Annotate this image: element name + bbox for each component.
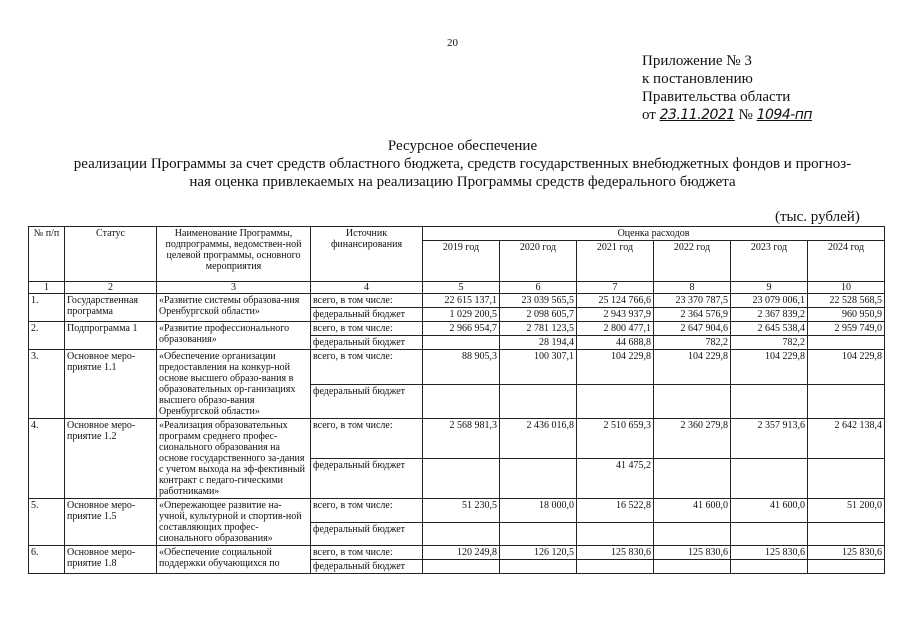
appendix-line-1: Приложение № 3 [642,53,752,69]
value-cell [654,522,731,546]
value-cell [423,384,500,419]
value-cell: 23 370 787,5 [654,294,731,308]
header-year: 2023 год [731,241,808,282]
value-cell: 2 781 123,5 [500,322,577,336]
value-cell: 2 098 605,7 [500,308,577,322]
value-cell: 2 436 016,8 [500,419,577,459]
source-label: всего, в том числе: [311,499,423,523]
source-label: федеральный бюджет [311,522,423,546]
value-cell [500,522,577,546]
value-cell [500,384,577,419]
value-cell: 2 568 981,3 [423,419,500,459]
title-line-1: Ресурсное обеспечение [387,138,538,154]
value-cell: 28 194,4 [500,336,577,350]
row-status: Основное меро-приятие 1.5 [65,499,157,546]
value-cell: 1 029 200,5 [423,308,500,322]
page-number: 20 [447,37,458,49]
value-cell [577,560,654,574]
column-number: 7 [577,282,654,294]
value-cell: 104 229,8 [808,350,885,385]
header-num: № п/п [29,227,65,282]
value-cell [654,560,731,574]
value-cell [500,459,577,499]
handwritten-date: 23.11.2021 [659,107,735,123]
column-number: 10 [808,282,885,294]
value-cell: 2 360 279,8 [654,419,731,459]
header-expenses: Оценка расходов [423,227,885,241]
value-cell: 23 039 565,5 [500,294,577,308]
value-cell [423,560,500,574]
title-line-2: реализации Программы за счет средств областного бюджета, средств государственных внебюджетных фондов и прогноз- [73,156,852,172]
source-label: всего, в том числе: [311,294,423,308]
number-prefix: № [738,107,753,123]
table-row [29,419,885,459]
value-cell [731,522,808,546]
row-name: «Обеспечение организации предоставления на конкур-ной основе высшего образо-вания в образовательных ор-ганизациях высшего образо-вания Оренбургской области» [157,350,311,419]
value-cell: 41 475,2 [577,459,654,499]
row-name: «Реализация образовательных программ среднего профес-сионального образования на основе государственного за-дания с учетом выхода на эф-фективный контракт с педаго-гическими работниками» [157,419,311,499]
source-label: федеральный бюджет [311,336,423,350]
value-cell: 51 200,0 [808,499,885,523]
value-cell [808,336,885,350]
value-cell: 88 905,3 [423,350,500,385]
value-cell: 2 357 913,6 [731,419,808,459]
row-name: «Обеспечение социальной поддержки обучающихся по [157,546,311,574]
budget-table [28,226,885,574]
value-cell [654,384,731,419]
source-label: всего, в том числе: [311,419,423,459]
row-status: Основное меро-приятие 1.8 [65,546,157,574]
column-number: 8 [654,282,731,294]
header-source: Источник финансирования [311,227,423,282]
value-cell: 2 959 749,0 [808,322,885,336]
value-cell: 126 120,5 [500,546,577,560]
row-status: Подпрограмма 1 [65,322,157,350]
value-cell: 2 510 659,3 [577,419,654,459]
value-cell: 2 800 477,1 [577,322,654,336]
value-cell [808,384,885,419]
value-cell: 2 647 904,6 [654,322,731,336]
row-status: Основное меро-приятие 1.2 [65,419,157,499]
value-cell: 782,2 [654,336,731,350]
column-number: 5 [423,282,500,294]
value-cell: 104 229,8 [654,350,731,385]
table-row [29,294,885,308]
value-cell [423,522,500,546]
header-year: 2022 год [654,241,731,282]
value-cell: 22 528 568,5 [808,294,885,308]
value-cell: 125 830,6 [654,546,731,560]
value-cell [731,560,808,574]
value-cell: 125 830,6 [731,546,808,560]
value-cell: 41 600,0 [731,499,808,523]
value-cell: 2 642 138,4 [808,419,885,459]
source-label: федеральный бюджет [311,459,423,499]
value-cell: 51 230,5 [423,499,500,523]
header-year: 2021 год [577,241,654,282]
document-title [40,137,885,191]
appendix-date-line [642,106,812,124]
value-cell [731,384,808,419]
value-cell [577,384,654,419]
value-cell: 125 830,6 [577,546,654,560]
source-label: федеральный бюджет [311,560,423,574]
header-name: Наименование Программы, подпрограммы, ведомствен-ной целевой программы, основного мероприятия [157,227,311,282]
table-row [29,322,885,336]
row-number: 1. [29,294,65,322]
column-number: 9 [731,282,808,294]
source-label: всего, в том числе: [311,350,423,385]
handwritten-number: 1094-пп [756,107,813,123]
column-number: 2 [65,282,157,294]
appendix-line-2: к постановлению [642,71,753,87]
value-cell [654,459,731,499]
units-label: (тыс. рублей) [775,209,860,225]
value-cell [808,560,885,574]
value-cell: 23 079 006,1 [731,294,808,308]
column-number: 1 [29,282,65,294]
value-cell: 125 830,6 [808,546,885,560]
header-status: Статус [65,227,157,282]
value-cell: 2 367 839,2 [731,308,808,322]
table-row [29,350,885,385]
source-label: всего, в том числе: [311,322,423,336]
row-status: Основное меро-приятие 1.1 [65,350,157,419]
value-cell: 104 229,8 [731,350,808,385]
row-name: «Опережающее развитие на-учной, культурной и спортив-ной составляющих профес-сионального образования» [157,499,311,546]
header-row [29,227,885,241]
value-cell: 16 522,8 [577,499,654,523]
column-number: 3 [157,282,311,294]
source-label: всего, в том числе: [311,546,423,560]
value-cell: 100 307,1 [500,350,577,385]
row-name: «Развитие профессионального образования» [157,322,311,350]
value-cell: 44 688,8 [577,336,654,350]
value-cell: 25 124 766,6 [577,294,654,308]
row-name: «Развитие системы образова-ния Оренбургской области» [157,294,311,322]
value-cell: 2 966 954,7 [423,322,500,336]
value-cell [731,459,808,499]
value-cell: 22 615 137,1 [423,294,500,308]
column-number: 6 [500,282,577,294]
source-label: федеральный бюджет [311,308,423,322]
column-number: 4 [311,282,423,294]
value-cell: 2 645 538,4 [731,322,808,336]
table-row [29,499,885,523]
header-year: 2024 год [808,241,885,282]
value-cell [808,459,885,499]
value-cell: 960 950,9 [808,308,885,322]
row-number: 3. [29,350,65,419]
row-number: 2. [29,322,65,350]
date-prefix: от [642,107,656,123]
value-cell: 120 249,8 [423,546,500,560]
header-year: 2019 год [423,241,500,282]
row-status: Государственная программа [65,294,157,322]
value-cell: 41 600,0 [654,499,731,523]
column-numbers-row [29,282,885,294]
appendix-block [642,52,812,124]
table-row [29,546,885,560]
appendix-line-3: Правительства области [642,89,791,105]
source-label: федеральный бюджет [311,384,423,419]
value-cell: 18 000,0 [500,499,577,523]
value-cell: 104 229,8 [577,350,654,385]
value-cell [577,522,654,546]
value-cell: 782,2 [731,336,808,350]
row-number: 4. [29,419,65,499]
title-line-3: ная оценка привлекаемых на реализацию Программы средств федерального бюджета [189,174,736,190]
row-number: 6. [29,546,65,574]
value-cell [423,459,500,499]
value-cell: 2 943 937,9 [577,308,654,322]
value-cell [808,522,885,546]
header-year: 2020 год [500,241,577,282]
value-cell [500,560,577,574]
value-cell: 2 364 576,9 [654,308,731,322]
value-cell [423,336,500,350]
row-number: 5. [29,499,65,546]
